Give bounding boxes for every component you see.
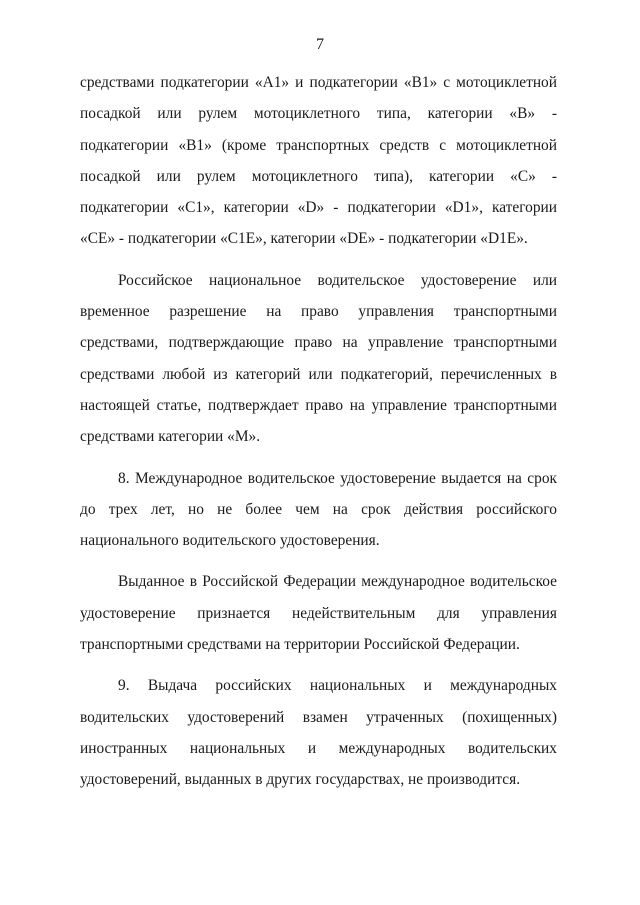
document-body [80,67,557,796]
paragraph-categories-continuation: средствами подкатегории «A1» и подкатегории «B1» с мотоциклетной посадкой или рулем мотоциклетного типа, категории «B» - подкатегории «B1» (кроме транспортных средств с мотоциклетной посадкой или рулем мотоциклетного типа), категории «C» - подкатегории «C1», категории «D» - подкатегории «D1», категории «CE» - подкатегории «C1E», категории «DE» - подкатегории «D1E». [80,74,557,248]
paragraph-item-8-international-license-term: 8. Международное водительское удостоверение выдается на срок до трех лет, но не более чем на срок действия российского национального водительского удостоверения. [80,469,557,550]
paragraph-international-license-invalid-in-rf: Выданное в Российской Федерации международное водительское удостоверение признается недействительным для управления транспортными средствами на территории Российской Федерации. [80,573,557,654]
paragraph-national-license-category-m: Российское национальное водительское удостоверение или временное разрешение на право управления транспортными средствами, подтверждающие право на управление транспортными средствами любой из категорий или подкатегорий, перечисленных в настоящей статье, подтверждает право на управление транспортными средствами категории «M». [80,271,557,446]
paragraph-item-9-no-replacement: 9. Выдача российских национальных и международных водительских удостоверений взамен утраченных (похищенных) иностранных национальных и международных водительских удостоверений, выданных в других государствах, не производится. [80,677,557,789]
page-number: 7 [316,36,324,53]
